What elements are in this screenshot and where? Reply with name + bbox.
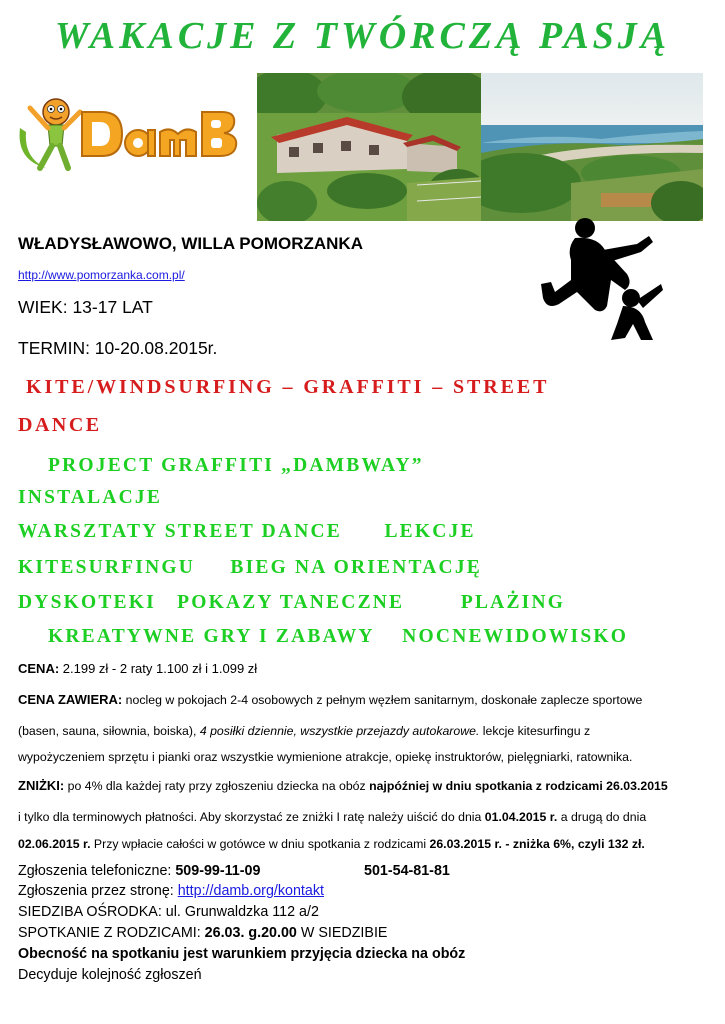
- villa-photo: [257, 73, 481, 221]
- dancer-silhouette-icon: [537, 214, 665, 342]
- meeting-place: W SIEDZIBIE: [296, 925, 388, 941]
- camp-dates: TERMIN: 10-20.08.2015r.: [18, 338, 218, 358]
- discounts-line: [18, 779, 668, 792]
- phone-number-2: [364, 863, 450, 879]
- price-value: 2.199 zł - 2 raty 1.100 zł i 1.099 zł: [59, 661, 258, 676]
- activity-line: KREATYWNE GRY I ZABAWY NOCNEWIDOWISKO: [48, 626, 629, 647]
- age-range: WIEK: 13-17 LAT: [18, 297, 153, 317]
- web-label: Zgłoszenia przez stronę:: [18, 883, 178, 899]
- includes-line: [18, 725, 590, 737]
- coast-photo: [481, 73, 703, 221]
- attendance-note: Obecność na spotkaniu jest warunkiem przyjęcia dziecka na obóz: [18, 946, 466, 962]
- discounts-line: [18, 811, 646, 823]
- phone-number-1: 509-99-11-09: [175, 863, 261, 879]
- activity-line: DYSKOTEKI POKAZY TANECZNE PLAŻING: [18, 592, 566, 613]
- discounts-text: Przy wpłacie całości w gotówce w dniu spotkania z rodzicami: [90, 837, 430, 851]
- includes-meals: 4 posiłki dziennie, wszystkie przejazdy autokarowe.: [199, 724, 480, 738]
- activities-red-line: KITE/WINDSURFING – GRAFFITI – STREET: [26, 376, 550, 398]
- discounts-deadline: najpóźniej w dniu spotkania z rodzicami 26.03.2015: [369, 779, 668, 793]
- discounts-text: po 4% dla każdej raty przy zgłoszeniu dziecka na obóz: [64, 779, 370, 793]
- includes-text: nocleg w pokojach 2-4 osobowych z pełnym węzłem sanitarnym, doskonałe zaplecze sportowe: [122, 693, 643, 707]
- includes-text: lekcje kitesurfingu z: [479, 724, 591, 738]
- meeting-label: SPOTKANIE Z RODZICAMI:: [18, 925, 205, 941]
- second-installment-date: 02.06.2015 r.: [18, 837, 91, 851]
- phone-line: [18, 863, 260, 879]
- activity-line: PROJECT GRAFFITI „DAMBWAY”: [48, 455, 424, 476]
- price-label: CENA:: [18, 661, 60, 676]
- damb-logo: [10, 88, 242, 174]
- activity-line: KITESURFINGU BIEG NA ORIENTACJĘ: [18, 557, 483, 578]
- meeting-line: [18, 925, 387, 941]
- logo-lettering-icon: [82, 112, 236, 156]
- first-installment-date: 01.04.2015 r.: [484, 810, 558, 824]
- location-heading: WŁADYSŁAWOWO, WILLA POMORZANKA: [18, 234, 363, 253]
- discounts-label: ZNIŻKI:: [18, 778, 65, 793]
- activity-line: WARSZTATY STREET DANCE LEKCJE: [18, 521, 476, 542]
- phone-label: Zgłoszenia telefoniczne:: [18, 863, 176, 879]
- website-link[interactable]: http://www.pomorzanka.com.pl/: [18, 268, 185, 282]
- includes-line: [18, 693, 642, 706]
- discounts-line: [18, 838, 645, 850]
- activity-line: INSTALACJE: [18, 487, 163, 508]
- order-note: Decyduje kolejność zgłoszeń: [18, 967, 202, 983]
- page-title: WAKACJE Z TWÓRCZĄ PASJĄ: [54, 15, 671, 57]
- discounts-text: a drugą do dnia: [557, 810, 647, 824]
- web-line: [18, 883, 324, 899]
- includes-line: wypożyczeniem sprzętu i pianki oraz wszystkie wymienione atrakcje, opiekę instruktorów, pielęgniarki, ratownika.: [18, 750, 633, 764]
- contact-link[interactable]: http://damb.org/kontakt: [177, 883, 324, 899]
- mascot-figure-icon: [20, 99, 80, 168]
- office-address: SIEDZIBA OŚRODKA: ul. Grunwaldzka 112 a/2: [18, 904, 319, 920]
- includes-label: CENA ZAWIERA:: [18, 692, 123, 707]
- discounts-text: i tylko dla terminowych płatności. Aby skorzystać ze zniżki I ratę należy uiścić do dnia: [18, 810, 485, 824]
- price-line: [18, 662, 257, 675]
- phone-number-2-text: 501-54-81-81: [364, 863, 450, 879]
- meeting-time: 26.03. g.20.00: [204, 925, 297, 941]
- cash-discount: 26.03.2015 r. - zniżka 6%, czyli 132 zł.: [429, 837, 645, 851]
- activities-red-line: DANCE: [18, 414, 102, 436]
- includes-text: (basen, sauna, siłownia, boiska),: [18, 724, 200, 738]
